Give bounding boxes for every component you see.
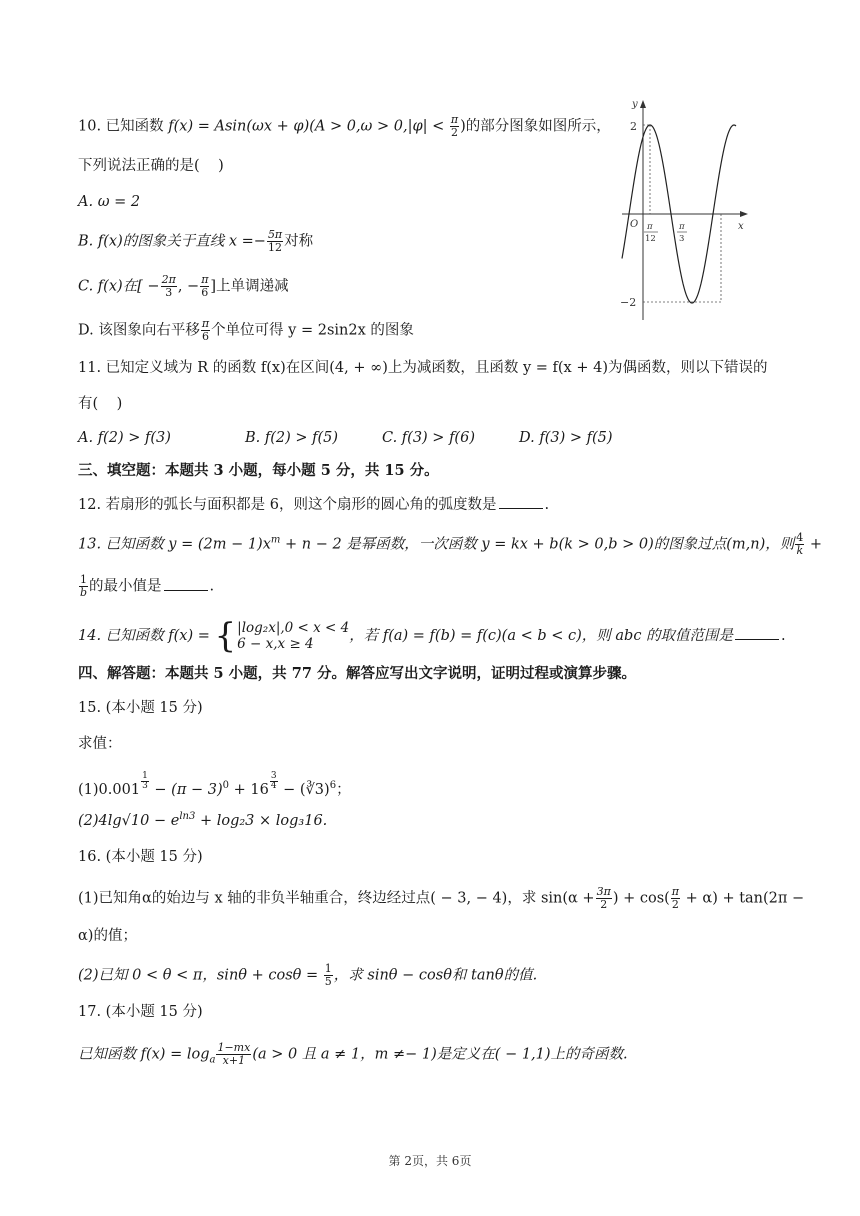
q17-text: (a > 0 且 a ≠ 1，m ≠− 1)是定义在( − 1,1)上的奇函数.: [252, 1046, 628, 1063]
q12: [78, 494, 549, 516]
q11-stem-line1: 11. 已知定义域为 R 的函数 f(x)在区间(4, + ∞)上为减函数，且函数 y = f(x + 4)为偶函数，则以下错误的: [78, 360, 768, 376]
q14-end: .: [781, 628, 786, 644]
q15-text: − (∛3): [278, 781, 330, 798]
q10-option-c: [78, 274, 289, 299]
fraction: [267, 229, 283, 254]
q16-text: + α) + tan(2π −: [681, 890, 805, 907]
exponent: 0: [222, 780, 229, 791]
q10-number: 10.: [78, 118, 102, 135]
fraction: [79, 574, 88, 599]
x2-label-num: π: [679, 222, 685, 232]
q16-part1-line1: [78, 886, 804, 911]
q15-text: + log₂3 × log₃16.: [195, 813, 328, 829]
q16-text: ) + cos(: [612, 890, 670, 907]
q14: [78, 616, 786, 656]
denominator: 2: [671, 898, 679, 911]
q15-intro: 求值：: [78, 736, 122, 752]
origin-label: O: [630, 219, 639, 230]
q15-header: 15. (本小题 15 分): [78, 700, 203, 716]
q10-stem-line2: 下列说法正确的是( ): [78, 158, 224, 174]
q15-text: (1)0.001: [78, 781, 141, 798]
fraction: [596, 886, 612, 911]
q10-function: f(x) = Asin(ωx + φ)(A > 0,ω > 0,|φ| <: [168, 118, 449, 135]
q13-end: .: [209, 578, 215, 595]
numerator: π: [671, 885, 680, 898]
section-3-heading: 三、填空题：本题共 3 小题，每小题 5 分，共 15 分。: [78, 462, 439, 479]
q16-header: 16. (本小题 15 分): [78, 849, 203, 865]
exponent-fraction: [270, 772, 278, 791]
denominator: 6: [201, 286, 209, 299]
x-axis-arrow: [740, 211, 748, 217]
q13-line2: [78, 574, 214, 599]
q10-tail: )的部分图象如图所示，: [460, 118, 611, 135]
option-text: ]上单调递减: [210, 278, 289, 295]
q12-end: .: [544, 497, 550, 513]
y-max-label: 2: [630, 120, 637, 133]
numerator: 1−mx: [217, 1041, 251, 1054]
exponent: m: [270, 534, 281, 546]
denominator: k: [796, 544, 804, 557]
q17-stem: [78, 1042, 628, 1067]
numerator: 1: [324, 962, 332, 975]
answer-blank[interactable]: [499, 496, 543, 509]
q10-option-a: A. ω = 2: [78, 194, 141, 210]
exponent: 6: [329, 780, 337, 791]
q11-option-a: A. f(2) > f(3): [78, 430, 171, 446]
denominator: 5: [324, 975, 332, 988]
numerator: 3: [270, 771, 277, 781]
x-axis-label: x: [738, 221, 744, 232]
option-text: , −: [177, 278, 200, 295]
fraction: [161, 274, 177, 299]
q11-stem-line2: 有( ): [78, 396, 123, 412]
numerator: 1: [142, 771, 148, 781]
q17-header: 17. (本小题 15 分): [78, 1004, 203, 1020]
numerator: 2π: [161, 273, 176, 286]
option-text: C. f(x)在[ −: [78, 278, 160, 295]
q11-option-b: B. f(2) > f(5): [245, 430, 339, 446]
fraction: [450, 114, 459, 139]
option-text: D. 该图象向右平移: [78, 322, 200, 339]
numerator: π: [450, 113, 459, 126]
q16-text: (2)已知 0 < θ < π，sinθ + cosθ =: [78, 967, 323, 984]
q13-text: + n − 2 是幂函数，一次函数 y = kx + b(k > 0,b > 0)的图象过点(m,n)，则: [280, 536, 795, 553]
q16-part1-line2: α)的值；: [78, 928, 137, 944]
fraction: [324, 963, 333, 988]
exponent: ln3: [179, 811, 196, 823]
page-footer: 第 2页，共 6页: [388, 1154, 472, 1168]
fraction: [201, 318, 210, 343]
q16-text: (1)已知角α的始边与 x 轴的非负半轴重合，终边经过点( − 3, − 4)，求 sin(α +: [78, 890, 595, 907]
option-text: 对称: [284, 233, 314, 250]
denominator: x+1: [222, 1054, 246, 1067]
sine-graph: [618, 95, 758, 325]
fraction: [216, 1042, 251, 1067]
q15-part1: [78, 772, 351, 801]
q13-text: 13. 已知函数 y = (2m − 1)x: [78, 536, 271, 553]
q15-text: ；: [336, 781, 351, 798]
y-min-label: −2: [620, 296, 637, 309]
q13-text: 的最小值是: [89, 578, 162, 595]
denominator: 3: [165, 286, 173, 299]
answer-blank[interactable]: [164, 578, 208, 591]
piecewise-cases: [237, 620, 349, 652]
denominator: 4: [270, 781, 277, 791]
y-axis-arrow: [640, 100, 646, 108]
case-1: |log₂x|,0 < x < 4: [237, 620, 350, 636]
numerator: 5π: [267, 228, 283, 241]
q16-text: ，求 sinθ − cosθ和 tanθ的值.: [333, 967, 538, 984]
q10-option-b: [78, 229, 313, 254]
q14-text: 14. 已知函数 f(x) =: [78, 628, 215, 644]
q11-option-c: C. f(3) > f(6): [382, 430, 475, 446]
x1-label-den: 12: [645, 234, 656, 244]
subscript: a: [209, 1054, 216, 1066]
q13-text: +: [805, 536, 823, 553]
denominator: 12: [268, 241, 283, 254]
q16-part2: [78, 963, 537, 988]
q17-text: 已知函数 f(x) = log: [78, 1046, 210, 1063]
section-4-heading: 四、解答题：本题共 5 小题，共 77 分。解答应写出文字说明，证明过程或演算步骤。: [78, 665, 636, 682]
q13-line1: [78, 532, 822, 557]
q15-text: (2)4lg√10 − e: [78, 813, 180, 829]
x1-label-num: π: [647, 222, 653, 232]
numerator: 4: [796, 531, 804, 544]
q12-text: 12. 若扇形的弧长与面积都是 6，则这个扇形的圆心角的弧度数是: [78, 497, 497, 513]
denominator: b: [80, 586, 88, 599]
denominator: 6: [201, 330, 209, 343]
q15-part2: [78, 810, 327, 832]
answer-blank[interactable]: [735, 627, 779, 640]
option-text: B. f(x)的图象关于直线 x =−: [78, 233, 266, 250]
y-axis-label: y: [632, 99, 638, 110]
numerator: 1: [80, 573, 88, 586]
q10-option-d: [78, 318, 414, 343]
fraction: [795, 532, 804, 557]
q15-text: + 16: [228, 781, 269, 798]
q11-option-d: D. f(3) > f(5): [519, 430, 613, 446]
q10-intro: 已知函数: [105, 118, 164, 135]
case-2: 6 − x,x ≥ 4: [237, 636, 314, 652]
x2-label-den: 3: [679, 234, 685, 244]
option-text: 个单位可得 y = 2sin2x 的图象: [211, 322, 414, 339]
denominator: 2: [451, 126, 458, 139]
q15-text: − (π − 3): [149, 781, 223, 798]
numerator: 3π: [596, 885, 611, 898]
q14-text: ，若 f(a) = f(b) = f(c)(a < b < c)，则 abc 的取值范围是: [349, 628, 734, 644]
exponent-fraction: [141, 772, 149, 791]
denominator: 3: [142, 781, 148, 791]
numerator: π: [201, 317, 210, 330]
piecewise-brace: {: [214, 616, 237, 656]
q10-stem-line1: [78, 114, 611, 139]
numerator: π: [201, 273, 209, 286]
fraction: [671, 886, 680, 911]
fraction: [200, 274, 209, 299]
denominator: 2: [600, 898, 608, 911]
